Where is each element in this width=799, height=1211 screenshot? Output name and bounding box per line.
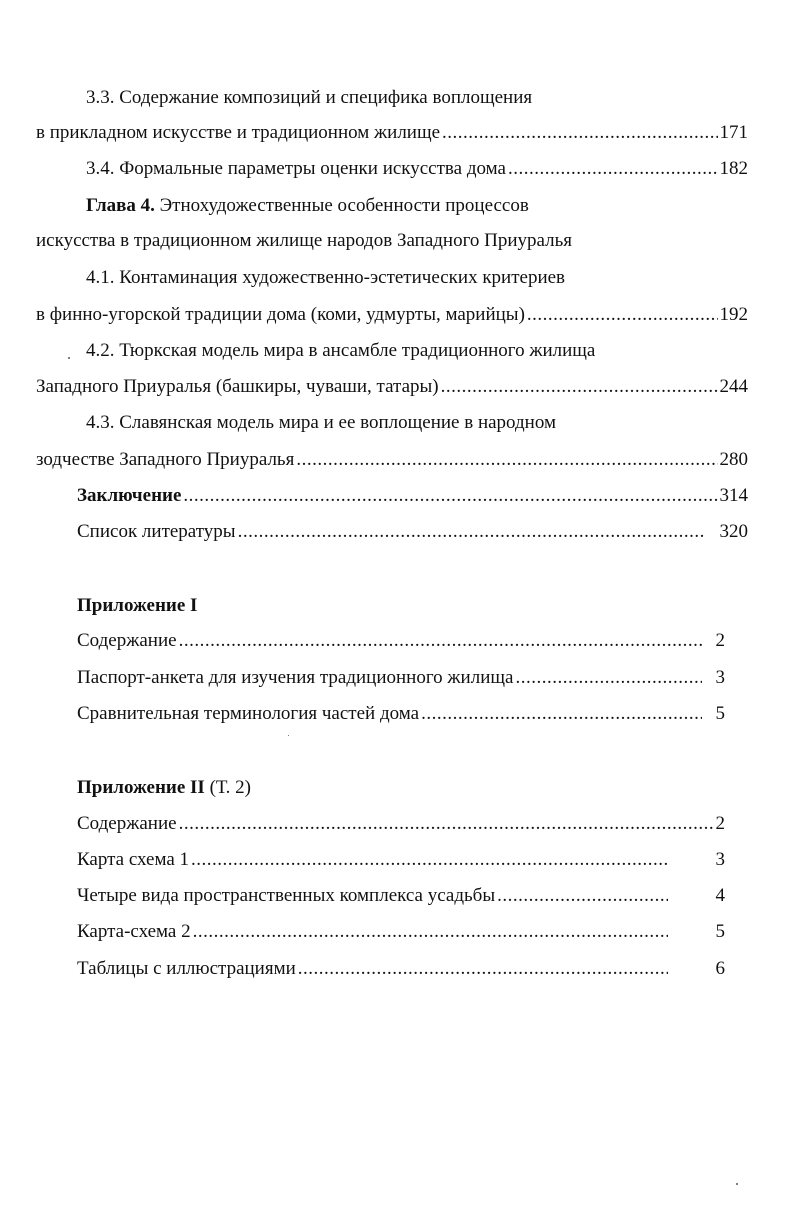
appendix-item-label: Содержание (77, 813, 177, 834)
appendix-item-label: Четыре вида пространственных комплекса усадьбы (77, 885, 496, 906)
appendix-item-page: 3 (715, 849, 725, 870)
appendix-2-item (77, 848, 725, 872)
toc-page-number: 171 (719, 122, 748, 143)
toc-entry-3-3-line1 (86, 86, 532, 110)
toc-leader-dots (298, 957, 668, 981)
toc-page-number: 192 (719, 304, 748, 325)
appendix-2-volume: (Т. 2) (204, 777, 251, 798)
toc-leader-dots (508, 157, 718, 181)
appendix-item-label: Паспорт-анкета для изучения традиционного жилища (77, 667, 514, 688)
toc-entry-title: в финно-угорской традиции дома (коми, удмурты, марийцы) (36, 304, 525, 325)
appendix-item-label: Таблицы с иллюстрациями (77, 958, 296, 979)
appendix-1-item (77, 629, 725, 653)
toc-leader-dots (527, 303, 718, 327)
toc-entry-title: в прикладном искусстве и традиционном жилище (36, 122, 441, 143)
toc-conclusion (77, 484, 748, 508)
chapter-title: Этнохудожественные особенности процессов (154, 195, 529, 216)
appendix-item-page: 4 (715, 885, 725, 906)
toc-literature (77, 520, 748, 544)
chapter-label: Глава 4. (86, 195, 155, 216)
toc-page-number: 320 (719, 521, 748, 542)
appendix-item-page: 5 (715, 703, 725, 724)
appendix-2-item (77, 957, 725, 981)
toc-entry-4-1-line1 (86, 266, 565, 290)
toc-leader-dots (179, 812, 714, 836)
toc-entry-title: зодчестве Западного Приуралья (36, 449, 295, 470)
appendix-1-title: Приложение I (77, 595, 198, 616)
toc-entry-4-3-line1 (86, 411, 556, 435)
toc-entry-title: 3.4. Формальные параметры оценки искусства дома (86, 158, 506, 179)
appendix-item-label: Карта схема 1 (77, 849, 190, 870)
toc-entry-title: 3.3. Содержание композиций и специфика воплощения (86, 87, 533, 108)
toc-leader-dots (238, 520, 706, 544)
toc-page-number: 182 (719, 158, 748, 179)
appendix-2-item (77, 920, 725, 944)
appendix-2-title: Приложение II (77, 777, 205, 798)
toc-entry-title: 4.3. Славянская модель мира и ее воплощение в народном (86, 412, 556, 433)
appendix-item-page: 6 (715, 958, 725, 979)
toc-entry-4-2-line1 (86, 339, 595, 363)
appendix-item-label: Содержание (77, 630, 177, 651)
toc-leader-dots (179, 629, 702, 653)
toc-entry-4-1-line2 (36, 303, 748, 327)
toc-entry-title: 4.1. Контаминация художественно-эстетических критериев (86, 267, 566, 288)
scan-speck (736, 1183, 738, 1185)
appendix-item-page: 2 (715, 630, 725, 651)
appendix-item-label: Сравнительная терминология частей дома (77, 703, 420, 724)
toc-chapter-4-line2 (36, 229, 572, 253)
toc-entry-3-3-line2 (36, 121, 748, 145)
toc-leader-dots (441, 375, 718, 399)
appendix-2-heading (77, 776, 251, 800)
toc-leader-dots (421, 702, 701, 726)
toc-leader-dots (193, 920, 668, 944)
toc-page-number: 244 (719, 376, 748, 397)
chapter-title: искусства в традиционном жилище народов Западного Приуралья (36, 230, 573, 251)
conclusion-title: Заключение (77, 485, 182, 506)
toc-leader-dots (515, 666, 701, 690)
toc-chapter-4-line1 (86, 194, 529, 218)
literature-title: Список литературы (77, 521, 236, 542)
toc-leader-dots (497, 884, 667, 908)
toc-leader-dots (191, 848, 667, 872)
toc-page-number: 314 (719, 485, 748, 506)
toc-leader-dots (183, 484, 717, 508)
toc-entry-title: 4.2. Тюркская модель мира в ансамбле традиционного жилища (86, 340, 596, 361)
appendix-2-item (77, 884, 725, 908)
appendix-item-label: Карта-схема 2 (77, 921, 191, 942)
appendix-1-item (77, 702, 725, 726)
scan-speck (68, 357, 70, 359)
scan-speck (288, 735, 289, 736)
appendix-item-page: 3 (715, 667, 725, 688)
toc-entry-3-4 (86, 157, 748, 181)
toc-entry-title: Западного Приуралья (башкиры, чуваши, татары) (36, 376, 439, 397)
toc-page-number: 280 (719, 449, 748, 470)
appendix-2-item (77, 812, 725, 836)
appendix-1-item (77, 666, 725, 690)
toc-entry-4-2-line2 (36, 375, 748, 399)
toc-leader-dots (296, 448, 717, 472)
toc-leader-dots (442, 121, 717, 145)
appendix-item-page: 2 (715, 813, 725, 834)
toc-entry-4-3-line2 (36, 448, 748, 472)
appendix-1-heading (77, 594, 197, 618)
appendix-item-page: 5 (715, 921, 725, 942)
